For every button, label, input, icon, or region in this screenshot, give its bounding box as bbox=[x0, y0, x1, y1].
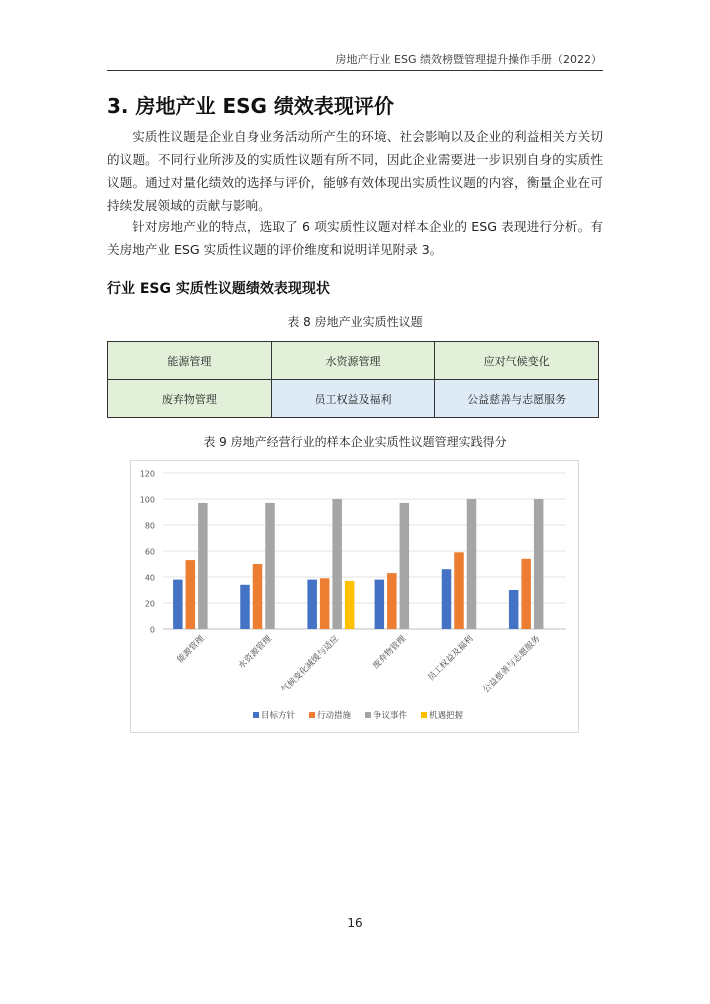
x-tick-label: 水资源管理 bbox=[236, 634, 274, 672]
y-tick-label: 60 bbox=[144, 547, 155, 557]
subsection-title: 行业 ESG 实质性议题绩效表现现状 bbox=[107, 281, 330, 297]
bar bbox=[454, 552, 464, 629]
x-tick-label: 员工权益及福利 bbox=[426, 634, 476, 684]
material-topics-table bbox=[107, 341, 599, 418]
legend-label: 行动措施 bbox=[317, 711, 352, 721]
bar-chart-svg bbox=[131, 461, 578, 732]
bar bbox=[332, 499, 342, 629]
y-tick-label: 100 bbox=[139, 495, 155, 505]
bar bbox=[534, 499, 544, 629]
bar bbox=[400, 503, 410, 629]
score-bar-chart bbox=[130, 460, 579, 733]
bar bbox=[345, 581, 355, 629]
legend-label: 争议事件 bbox=[373, 711, 408, 721]
bar bbox=[253, 564, 263, 629]
header-divider bbox=[107, 70, 603, 71]
table-cell: 应对气候变化 bbox=[435, 342, 599, 380]
bar bbox=[186, 560, 196, 629]
x-tick-label: 公益慈善与志愿服务 bbox=[481, 634, 543, 696]
y-tick-label: 40 bbox=[144, 573, 155, 583]
bar bbox=[320, 578, 330, 629]
table-cell: 公益慈善与志愿服务 bbox=[435, 380, 599, 418]
x-tick-label: 废弃物管理 bbox=[371, 634, 409, 672]
y-tick-label: 0 bbox=[149, 625, 155, 635]
bar bbox=[240, 585, 250, 629]
table9-caption: 表 9 房地产经营行业的样本企业实质性议题管理实践得分 bbox=[203, 435, 507, 449]
table-row bbox=[108, 380, 599, 418]
legend-swatch bbox=[253, 712, 259, 718]
legend-label: 目标方针 bbox=[261, 711, 296, 721]
running-header: 房地产行业 ESG 绩效榜暨管理提升操作手册（2022） bbox=[335, 53, 602, 66]
legend-swatch bbox=[421, 712, 427, 718]
paragraph-2: 针对房地产业的特点，选取了 6 项实质性议题对样本企业的 ESG 表现进行分析。有关房地产业 ESG 实质性议题的评价维度和说明详见附录 3。 bbox=[107, 219, 603, 257]
y-tick-label: 20 bbox=[144, 599, 155, 609]
bar bbox=[307, 580, 317, 629]
legend-swatch bbox=[309, 712, 315, 718]
legend-label: 机遇把握 bbox=[429, 711, 464, 721]
bar bbox=[173, 580, 183, 629]
table-cell: 能源管理 bbox=[108, 342, 272, 380]
bar bbox=[509, 590, 518, 629]
page-number: 16 bbox=[347, 916, 363, 930]
legend-swatch bbox=[365, 712, 371, 718]
table-cell: 废弃物管理 bbox=[108, 380, 272, 418]
section-title: 3. 房地产业 ESG 绩效表现评价 bbox=[107, 94, 394, 118]
x-tick-label: 气候变化减缓与适应 bbox=[279, 634, 342, 696]
bar bbox=[521, 559, 531, 629]
bar bbox=[198, 503, 208, 629]
y-tick-label: 120 bbox=[139, 469, 155, 479]
bar bbox=[387, 573, 397, 629]
bar bbox=[467, 499, 477, 629]
y-tick-label: 80 bbox=[144, 521, 155, 531]
table-row bbox=[108, 342, 599, 380]
table-cell: 水资源管理 bbox=[271, 342, 435, 380]
bar bbox=[265, 503, 275, 629]
x-tick-label: 能源管理 bbox=[175, 634, 207, 666]
table-cell: 员工权益及福利 bbox=[271, 380, 435, 418]
bar bbox=[375, 580, 385, 629]
paragraph-1: 实质性议题是企业自身业务活动所产生的环境、社会影响以及企业的利益相关方关切的议题。不同行业所涉及的实质性议题有所不同，因此企业需要进一步识别自身的实质性议题。通过对量化绩效的选择与评价，能够有效体现出实质性议题的内容，衡量企业在可持续发展领域的贡献与影响。 bbox=[107, 129, 603, 213]
bar bbox=[442, 569, 452, 629]
table8-caption: 表 8 房地产业实质性议题 bbox=[287, 315, 423, 329]
